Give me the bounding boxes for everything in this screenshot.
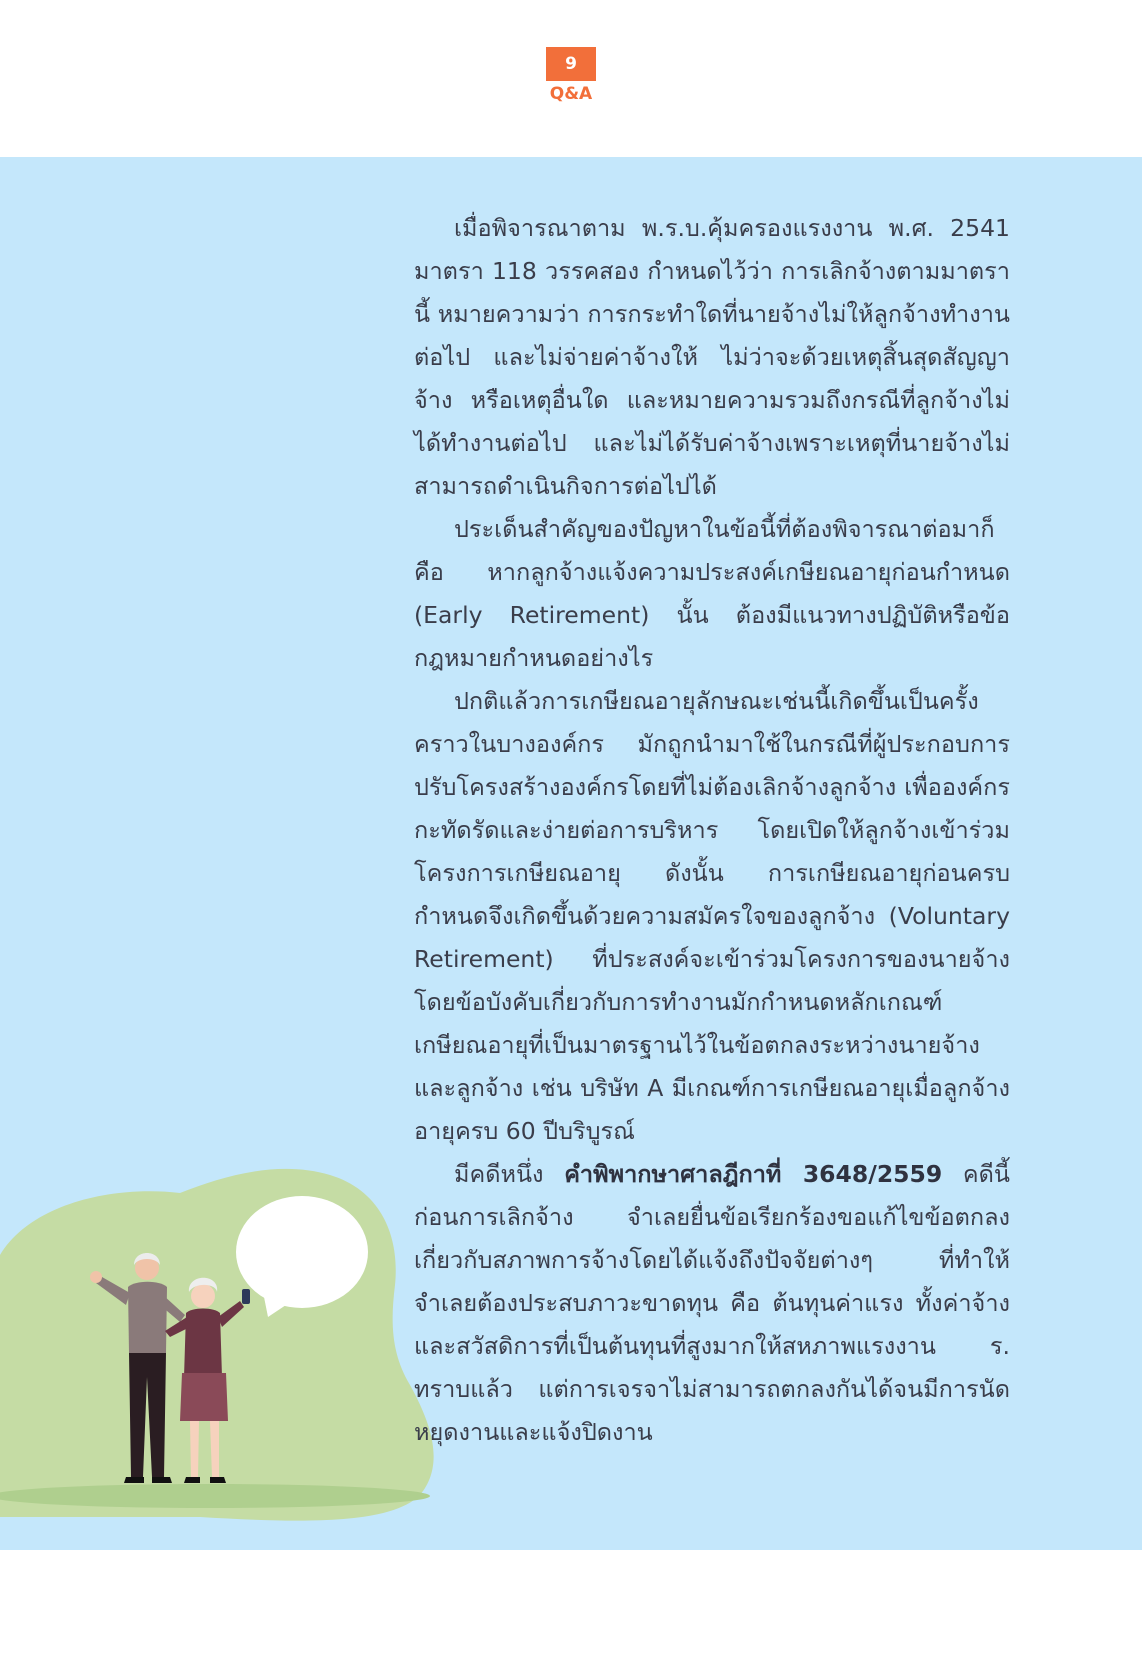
supreme-court-case-reference: คำพิพากษาศาลฎีกาที่ 3648/2559 (564, 1160, 943, 1188)
ground-shadow (0, 1484, 430, 1508)
article-body (414, 207, 1010, 1454)
smartphone-icon (242, 1289, 250, 1304)
paragraph-3: ปกติแล้วการเกษียณอายุลักษณะเช่นนี้เกิดขึ้นเป็นครั้งคราวในบางองค์กร มักถูกนำมาใช้ในกรณีที่ผู้ประกอบการปรับโครงสร้างองค์กรโดยที่ไม่ต้องเลิกจ้างลูกจ้าง เพื่อองค์กรกะทัดรัดและง่ายต่อการบริหาร โดยเปิดให้ลูกจ้างเข้าร่วมโครงการเกษียณอายุ ดังนั้น การเกษียณอายุก่อนครบกำหนดจึงเกิดขึ้นด้วยความสมัครใจของลูกจ้าง (Voluntary Retirement) ที่ประสงค์จะเข้าร่วมโครงการของนายจ้าง โดยข้อบังคับเกี่ยวกับการทำงานมักกำหนดหลักเกณฑ์เกษียณอายุที่เป็นมาตรฐานไว้ในข้อตกลงระหว่างนายจ้างและลูกจ้าง เช่น บริษัท A มีเกณฑ์การเกษียณอายุเมื่อลูกจ้างอายุครบ 60 ปีบริบูรณ์ (414, 687, 1010, 1145)
page-number-badge: 9 (546, 47, 596, 81)
paragraph-1: เมื่อพิจารณาตาม พ.ร.บ.คุ้มครองแรงงาน พ.ศ. 2541 มาตรา 118 วรรคสอง กำหนดไว้ว่า การเลิกจ้างตามมาตรานี้ หมายความว่า การกระทำใดที่นายจ้างไม่ให้ลูกจ้างทำงานต่อไป และไม่จ่ายค่าจ้างให้ ไม่ว่าจะด้วยเหตุสิ้นสุดสัญญาจ้าง หรือเหตุอื่นใด และหมายความรวมถึงกรณีที่ลูกจ้างไม่ได้ทำงานต่อไป และไม่ได้รับค่าจ้างเพราะเหตุที่นายจ้างไม่สามารถดำเนินกิจการต่อไปได้ (414, 214, 1010, 500)
elderly-couple-illustration (0, 1165, 450, 1525)
paragraph-4 (414, 1153, 1010, 1454)
paragraph-4-text: คดีนี้ก่อนการเลิกจ้าง จำเลยยื่นข้อเรียกร้องขอแก้ไขข้อตกลงเกี่ยวกับสภาพการจ้างโดยได้แจ้งถึงปัจจัยต่างๆ ที่ทำให้จำเลยต้องประสบภาวะขาดทุน คือ ต้นทุนค่าแรง ทั้งค่าจ้างและสวัสดิการที่เป็นต้นทุนที่สูงมากให้สหภาพแรงงาน ร. ทราบแล้ว แต่การเจรจาไม่สามารถตกลงกันได้จนมีการนัดหยุดงานและแจ้งปิดงาน (414, 1160, 1010, 1446)
paragraph-4-intro: มีคดีหนึ่ง (454, 1160, 565, 1188)
paragraph-2: ประเด็นสำคัญของปัญหาในข้อนี้ที่ต้องพิจารณาต่อมาก็คือ หากลูกจ้างแจ้งความประสงค์เกษียณอายุก่อนกำหนด (Early Retirement) นั้น ต้องมีแนวทางปฏิบัติหรือข้อกฎหมายกำหนดอย่างไร (414, 515, 1010, 672)
section-label: Q&A (549, 84, 593, 104)
